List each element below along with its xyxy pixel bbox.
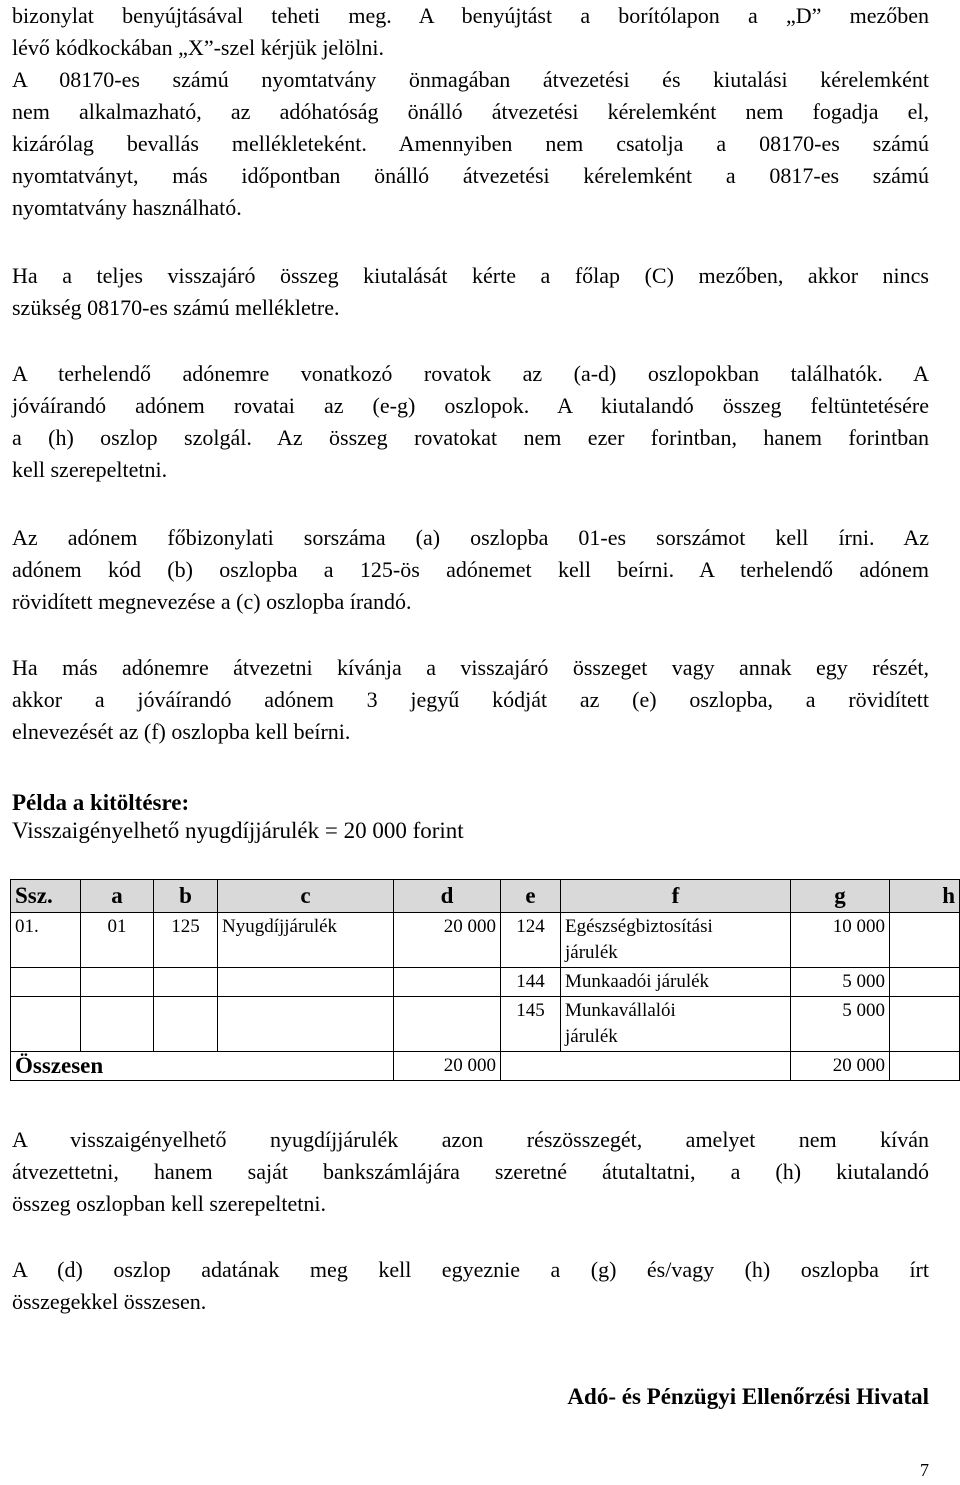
cell-ssz (11, 997, 81, 1052)
text-line: A 08170-es számú nyomtatvány önmagában átvezetési és kiutalási kérelemként (12, 67, 929, 92)
page-number: 7 (920, 1460, 929, 1480)
cell-f (561, 997, 791, 1052)
text-line: összeg oszlopban kell szerepeltetni. (12, 1191, 327, 1216)
text-line: lévő kódkockában „X”-szel kérjük jelölni. (12, 35, 385, 60)
text-line: nem alkalmazható, az adóhatóság önálló átvezetési kérelemként nem fogadja el, (12, 99, 929, 124)
column-header: a (81, 880, 154, 913)
cell-b (154, 997, 218, 1052)
column-header: b (154, 880, 218, 913)
text-line: rövidített megnevezése a (c) oszlopba írandó. (12, 589, 412, 614)
cell-g: 5 000 (791, 997, 890, 1052)
paragraph-other-tax (12, 652, 929, 748)
cell-ssz (11, 968, 81, 997)
table-row (11, 913, 960, 968)
text-line: Az adónem főbizonylati sorszáma (a) oszlopba 01-es sorszámot kell írni. Az (12, 525, 929, 550)
column-header: c (218, 880, 394, 913)
column-header: e (501, 880, 561, 913)
cell-d (394, 968, 501, 997)
column-header: Ssz. (11, 880, 81, 913)
example-line: Visszaigényelhető nyugdíjjárulék = 20 000 forint (12, 818, 464, 843)
paragraph-tax-code (12, 522, 929, 618)
cell-a: 01 (81, 913, 154, 968)
cell-g: 10 000 (791, 913, 890, 968)
cell-g: 5 000 (791, 968, 890, 997)
cell-ssz: 01. (11, 913, 81, 968)
cell-f: Munkaadói járulék (561, 968, 791, 997)
text-line: szükség 08170-es számú mellékletre. (12, 295, 340, 320)
text-line: átvezettetni, hanem saját bankszámlájára szeretné átutaltatni, a (h) kiutalandó (12, 1159, 929, 1184)
cell-h (890, 913, 960, 968)
text-line: akkor a jóváírandó adónem 3 jegyű kódját az (e) oszlopba, a rövidített (12, 687, 929, 712)
text-line: A (d) oszlop adatának meg kell egyeznie a (g) és/vagy (h) oszlopba írt (12, 1257, 929, 1282)
text-line: A visszaigényelhető nyugdíjjárulék azon részösszegét, amelyet nem kíván (12, 1127, 929, 1152)
cell-f-line: Munkavállalói (565, 1000, 676, 1021)
column-header: f (561, 880, 791, 913)
cell-f (561, 913, 791, 968)
text-line: Ha más adónemre átvezetni kívánja a visszajáró összeget vagy annak egy részét, (12, 655, 929, 680)
cell-e: 124 (501, 913, 561, 968)
column-header: g (791, 880, 890, 913)
text-line: bizonylat benyújtásával teheti meg. A benyújtást a borítólapon a „D” mezőben (12, 3, 929, 28)
cell-c: Nyugdíjjárulék (218, 913, 394, 968)
column-header: h (890, 880, 960, 913)
cell-d (394, 997, 501, 1052)
paragraph-full-refund (12, 260, 929, 324)
paragraph-intro (12, 0, 929, 64)
cell-b (154, 968, 218, 997)
text-line: kizárólag bevallás mellékleteként. Amennyiben nem csatolja a 08170-es számú (12, 131, 929, 156)
text-line: összegekkel összesen. (12, 1289, 207, 1314)
total-label: Összesen (11, 1052, 394, 1081)
cell-f-line: járulék (565, 942, 618, 963)
paragraph-column-d (12, 1254, 929, 1318)
paragraph-08170-usage (12, 64, 929, 224)
table-row (11, 997, 960, 1052)
signature: Adó- és Pénzügyi Ellenőrzési Hivatal (567, 1384, 929, 1409)
total-d: 20 000 (394, 1052, 501, 1081)
cell-e: 145 (501, 997, 561, 1052)
total-g: 20 000 (791, 1052, 890, 1081)
total-h (890, 1052, 960, 1081)
cell-b: 125 (154, 913, 218, 968)
cell-a (81, 997, 154, 1052)
cell-c (218, 997, 394, 1052)
cell-d: 20 000 (394, 913, 501, 968)
table-row (11, 968, 960, 997)
table-total-row (11, 1052, 960, 1081)
cell-h (890, 997, 960, 1052)
text-line: nyomtatványt, más időpontban önálló átvezetési kérelemként a 0817-es számú (12, 163, 929, 188)
cell-c (218, 968, 394, 997)
text-line: nyomtatvány használható. (12, 195, 242, 220)
cell-e: 144 (501, 968, 561, 997)
text-line: jóváírandó adónem rovatai az (e-g) oszlopok. A kiutalandó összeg feltüntetésére (12, 393, 929, 418)
cell-f-line: járulék (565, 1026, 618, 1047)
text-line: a (h) oszlop szolgál. Az összeg rovatokat nem ezer forintban, hanem forintban (12, 425, 929, 450)
text-line: adónem kód (b) oszlopba a 125-ös adónemet kell beírni. A terhelendő adónem (12, 557, 929, 582)
text-line: kell szerepeltetni. (12, 457, 168, 482)
cell-f-line: Egészségbiztosítási (565, 916, 713, 937)
text-line: Ha a teljes visszajáró összeg kiutalását kérte a főlap (C) mezőben, akkor nincs (12, 263, 929, 288)
table-header-row (11, 880, 960, 913)
text-line: A terhelendő adónemre vonatkozó rovatok az (a-d) oszlopokban találhatók. A (12, 361, 929, 386)
example-heading: Példa a kitöltésre: (12, 790, 190, 815)
cell-a (81, 968, 154, 997)
text-line: elnevezését az (f) oszlopba kell beírni. (12, 719, 351, 744)
paragraph-columns (12, 358, 929, 486)
column-header: d (394, 880, 501, 913)
cell-h (890, 968, 960, 997)
paragraph-refund-part (12, 1124, 929, 1220)
example-table (10, 879, 960, 1081)
total-empty (501, 1052, 791, 1081)
